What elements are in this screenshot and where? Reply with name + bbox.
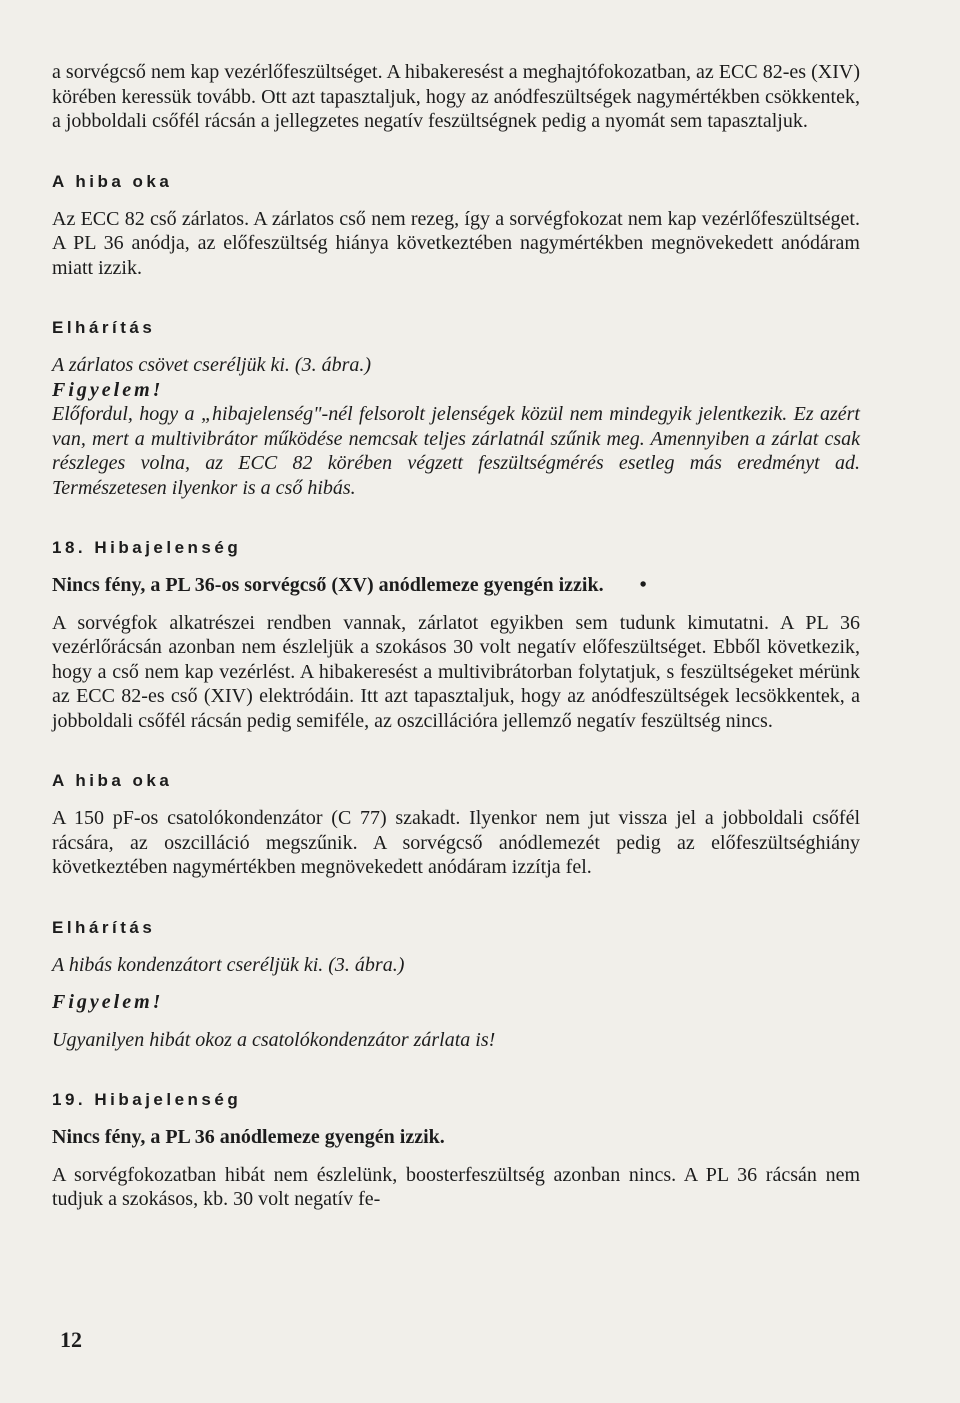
bullet-mark: • bbox=[639, 574, 647, 596]
symptom-19-description: Nincs fény, a PL 36 anódlemeze gyengén izzik. bbox=[52, 1126, 445, 1148]
paragraph-cause-2: A 150 pF-os csatolókondenzátor (C 77) szakadt. Ilyenkor nem jut vissza jel a jobboldali csőfél rácsára, az oszcilláció megszűnik. A sorvégcső anódlemezét pedig az előfeszültséghiány következtében nagymértékben megnövekedett anódáram izzítja fel. bbox=[52, 807, 860, 878]
heading-remedy-2: Elhárítás bbox=[52, 917, 156, 937]
heading-cause-2: A hiba oka bbox=[52, 771, 173, 790]
attention-label-1: Figyelem! bbox=[52, 378, 164, 401]
paragraph-remedy-2: A hibás kondenzátort cseréljük ki. (3. ábra.) bbox=[52, 953, 405, 976]
paragraph-symptom-18: A sorvégfok alkatrészei rendben vannak, zárlatot egyikben sem tudunk kimutatni. A PL 36 vezérlőrácsán azonban nem észleljük a szokásos 30 volt negatív előfeszültséget. Ebből következik, hogy a cső nem kap vezérlést. A hibakeresést a multivibrátorban folytatjuk, s feszültségeket mérünk az ECC 82-es cső (XIV) elektródáin. Itt azt tapasztaljuk, hogy az anódfeszültségek lecsökkentek, a jobboldali csőfél rácsán pedig semiféle, az oszcillációra jellemző negatív feszültség nincs. bbox=[52, 611, 860, 732]
heading-symptom-19: 19. Hibajelenség bbox=[52, 1090, 242, 1109]
paragraph-cause-1: Az ECC 82 cső zárlatos. A zárlatos cső nem rezeg, így a sorvégfokozat nem kap vezérlőfeszültséget. A PL 36 anódja, az előfeszültség hiánya következtében nagymértékben megnövekedett anódáram miatt izzik. bbox=[52, 207, 860, 279]
symptom-18-description bbox=[52, 573, 860, 598]
paragraph-symptom-19: A sorvégfokozatban hibát nem észlelünk, boosterfeszültség azonban nincs. A PL 36 rácsán nem tudjuk a szokásos, kb. 30 volt negatív fe- bbox=[52, 1163, 860, 1210]
paragraph-attention-1: Előfordul, hogy a „hibajelenség"-nél felsorolt jelenségek közül nem mindegyik jelentkezik. Ez azért van, mert a multivibrátor működése nemcsak teljes zárlatnál szűnik meg. Amennyiben a zárlat csak részleges volna, az ECC 82 körében végzett feszültségmérés esetleg más eredményt ad. Természetesen ilyenkor is a cső hibás. bbox=[52, 403, 860, 499]
heading-remedy-1: Elhárítás bbox=[52, 318, 156, 337]
symptom-18-text: Nincs fény, a PL 36-os sorvégcső (XV) anódlemeze gyengén izzik. bbox=[52, 574, 604, 596]
paragraph-intro: a sorvégcső nem kap vezérlőfeszültséget. A hibakeresést a meghajtófokozatban, az ECC 82-es (XIV) körében keressük tovább. Ott azt tapasztaljuk, hogy az anódfeszültségek nagymértékben csökkentek, a jobboldali csőfél rácsán a jellegzetes negatív feszültségnek pedig a nyomát sem tapasztaljuk. bbox=[52, 61, 860, 132]
heading-cause-1: A hiba oka bbox=[52, 171, 173, 191]
attention-label-2: Figyelem! bbox=[52, 991, 164, 1013]
heading-symptom-18: 18. Hibajelenség bbox=[52, 538, 242, 557]
paragraph-attention-2: Ugyanilyen hibát okoz a csatolókondenzátor zárlata is! bbox=[52, 1028, 496, 1051]
paragraph-remedy-1: A zárlatos csövet cseréljük ki. (3. ábra.) bbox=[52, 354, 372, 376]
page-number: 12 bbox=[60, 1327, 82, 1352]
